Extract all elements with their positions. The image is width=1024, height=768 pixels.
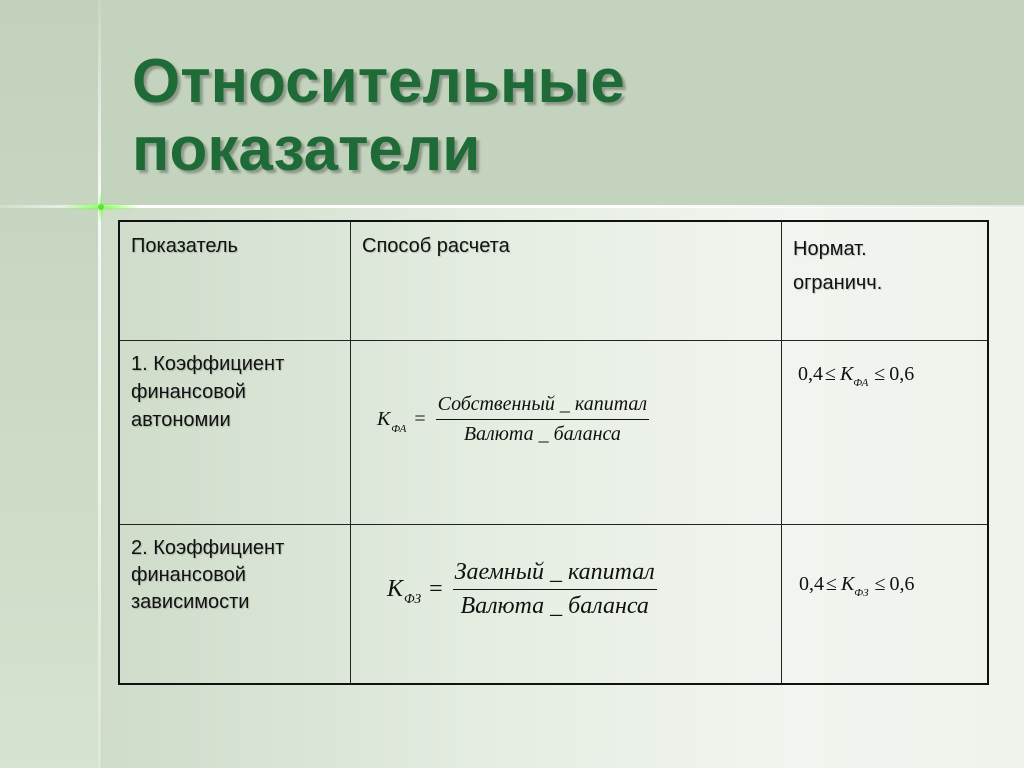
- numerator: Заемный _ капитал: [453, 559, 657, 590]
- norm-cell: [782, 525, 989, 685]
- equals-sign: =: [414, 408, 426, 430]
- formula: [351, 525, 781, 620]
- vertical-accent-line: [98, 0, 101, 768]
- numerator: Собственный _ капитал: [436, 393, 650, 420]
- indicator-name-cell: [119, 341, 351, 525]
- fraction: [453, 559, 657, 620]
- formula-cell: [351, 341, 782, 525]
- table-row: [119, 341, 988, 525]
- header-cell-method: [351, 221, 782, 341]
- table-row: [119, 525, 988, 685]
- header-label: Способ расчета: [362, 235, 510, 257]
- header-cell-norm: [782, 221, 989, 341]
- norm-cell: [782, 341, 989, 525]
- left-background-band: [0, 0, 100, 768]
- norm-inequality: 0,4 ≤ К ФА ≤ 0,6: [798, 363, 915, 389]
- fraction: [436, 393, 650, 446]
- formula-cell: [351, 525, 782, 685]
- indicator-name: 2. Коэффициент финансовой зависимости: [131, 537, 285, 613]
- horizontal-accent-line: [0, 205, 1024, 208]
- header-cell-indicator: [119, 221, 351, 341]
- formula-lhs: К ФА: [377, 408, 407, 435]
- denominator: Валюта _ баланса: [463, 423, 621, 445]
- denominator: Валюта _ баланса: [460, 593, 649, 619]
- slide-title: Относительные показатели: [132, 47, 625, 184]
- formula: [351, 341, 781, 446]
- formula-lhs: К ФЗ: [387, 576, 422, 606]
- table-header-row: [119, 221, 988, 341]
- header-label: Показатель: [131, 235, 238, 257]
- indicator-name: 1. Коэффициент финансовой автономии: [131, 353, 285, 431]
- sparkle-decoration: [60, 190, 142, 224]
- indicator-name-cell: [119, 525, 351, 685]
- equals-sign: =: [429, 576, 443, 602]
- norm-inequality: 0,4 ≤ К ФЗ ≤ 0,6: [799, 573, 915, 599]
- indicators-table: [118, 220, 989, 685]
- header-label: Нормат. ограничч.: [793, 238, 883, 294]
